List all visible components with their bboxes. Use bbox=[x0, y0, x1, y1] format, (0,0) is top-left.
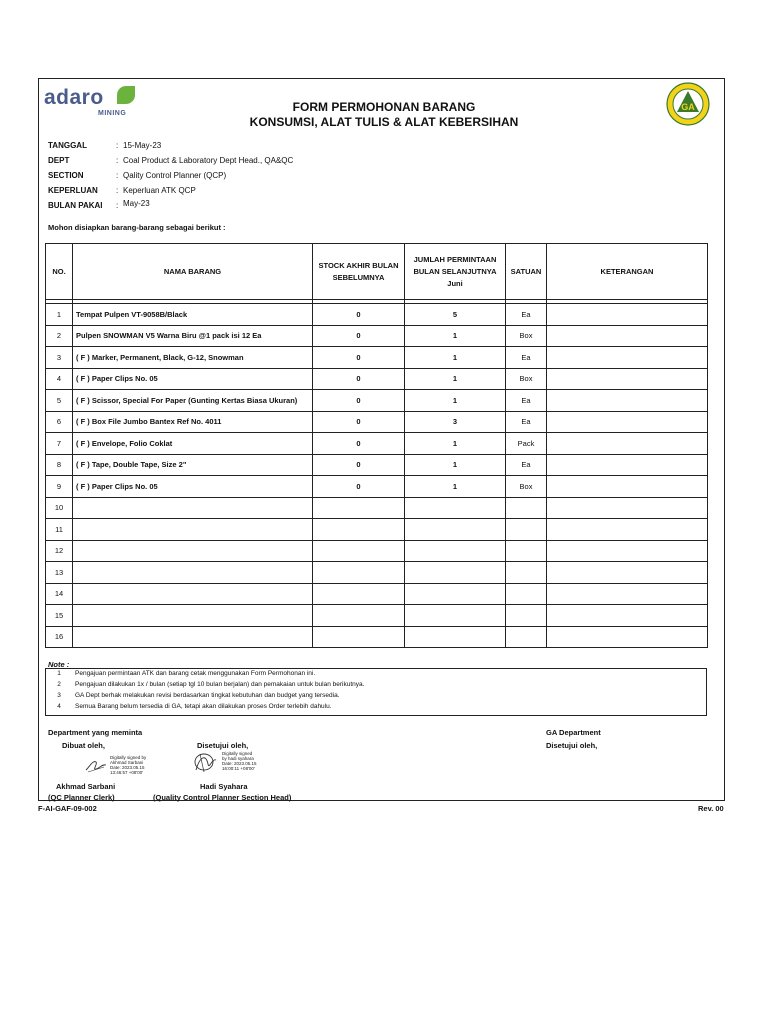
cell-keterangan bbox=[547, 411, 708, 433]
note-number: 1 bbox=[57, 670, 61, 677]
table-row bbox=[46, 626, 708, 648]
cell-keterangan bbox=[547, 390, 708, 412]
signature-akhmad-sarbani bbox=[84, 754, 108, 776]
stamp-2-line: by hadi syahara bbox=[222, 756, 254, 761]
note-number: 3 bbox=[57, 692, 61, 699]
table-row bbox=[46, 562, 708, 584]
cell-nama-barang bbox=[73, 605, 313, 627]
cell-stock: 0 bbox=[313, 347, 405, 369]
cell-jumlah: 3 bbox=[405, 411, 506, 433]
cell-nama-barang: ( F ) Paper Clips No. 05 bbox=[73, 476, 313, 498]
cell-stock bbox=[313, 626, 405, 648]
cell-stock: 0 bbox=[313, 433, 405, 455]
cell-stock: 0 bbox=[313, 368, 405, 390]
cell-jumlah bbox=[405, 519, 506, 541]
table-row bbox=[46, 325, 708, 347]
cell-nama-barang: ( F ) Envelope, Folio Coklat bbox=[73, 433, 313, 455]
field-value-keperluan: Keperluan ATK QCP bbox=[123, 186, 196, 195]
cell-no: 9 bbox=[46, 476, 73, 498]
cell-nama-barang: Pulpen SNOWMAN V5 Warna Biru @1 pack isi 12 Ea bbox=[73, 325, 313, 347]
signer-2-role: (Quality Control Planner Section Head) bbox=[153, 793, 292, 802]
form-revision: Rev. 00 bbox=[698, 804, 724, 813]
cell-jumlah bbox=[405, 605, 506, 627]
cell-jumlah bbox=[405, 540, 506, 562]
cell-jumlah: 1 bbox=[405, 368, 506, 390]
header-no: NO. bbox=[46, 244, 73, 300]
note-row bbox=[45, 668, 707, 679]
header-stock-line1: STOCK AKHIR BULAN bbox=[318, 260, 399, 270]
cell-stock bbox=[313, 605, 405, 627]
cell-keterangan bbox=[547, 583, 708, 605]
note-number: 2 bbox=[57, 681, 61, 688]
cell-no: 1 bbox=[46, 304, 73, 326]
stamp-1-line: Digitally signed by bbox=[110, 755, 147, 760]
stamp-2-line: Digitally signed bbox=[222, 751, 253, 756]
cell-nama-barang bbox=[73, 540, 313, 562]
cell-keterangan bbox=[547, 519, 708, 541]
header-stock-line2: SEBELUMNYA bbox=[332, 272, 385, 282]
cell-satuan bbox=[506, 583, 547, 605]
notes-table bbox=[45, 668, 707, 712]
cell-no: 14 bbox=[46, 583, 73, 605]
field-value-dept: Coal Product & Laboratory Dept Head., QA&QC bbox=[123, 156, 294, 165]
items-table bbox=[45, 243, 708, 648]
cell-nama-barang: ( F ) Tape, Double Tape, Size 2" bbox=[73, 454, 313, 476]
cell-satuan bbox=[506, 605, 547, 627]
cell-satuan: Ea bbox=[506, 411, 547, 433]
adaro-wordmark: adaro bbox=[44, 86, 104, 109]
cell-stock: 0 bbox=[313, 325, 405, 347]
cell-no: 12 bbox=[46, 540, 73, 562]
field-value-bulan-pakai: May-23 bbox=[123, 199, 150, 208]
cell-stock: 0 bbox=[313, 304, 405, 326]
table-row bbox=[46, 454, 708, 476]
signer-1-name: Akhmad Sarbani bbox=[56, 782, 116, 791]
table-row bbox=[46, 433, 708, 455]
cell-no: 8 bbox=[46, 454, 73, 476]
table-row bbox=[46, 605, 708, 627]
cell-no: 11 bbox=[46, 519, 73, 541]
cell-keterangan bbox=[547, 540, 708, 562]
stamp-1-line: Akhmad Sarbani bbox=[110, 760, 144, 765]
table-row bbox=[46, 583, 708, 605]
cell-nama-barang: ( F ) Marker, Permanent, Black, G-12, Snowman bbox=[73, 347, 313, 369]
cell-jumlah: 1 bbox=[405, 476, 506, 498]
cell-keterangan bbox=[547, 626, 708, 648]
note-text: GA Dept berhak melakukan revisi berdasarkan tingkat kebutuhan dan budget yang tersedia. bbox=[75, 692, 340, 699]
header-satuan: SATUAN bbox=[506, 244, 547, 300]
cell-stock: 0 bbox=[313, 390, 405, 412]
cell-stock: 0 bbox=[313, 476, 405, 498]
cell-keterangan bbox=[547, 562, 708, 584]
cell-nama-barang bbox=[73, 626, 313, 648]
digital-stamp-1 bbox=[110, 755, 146, 775]
field-label-bulan-pakai: BULAN PAKAI bbox=[48, 201, 103, 210]
cell-jumlah bbox=[405, 626, 506, 648]
cell-stock bbox=[313, 583, 405, 605]
cell-no: 13 bbox=[46, 562, 73, 584]
dibuat-oleh-label: Dibuat oleh, bbox=[62, 741, 105, 750]
table-row bbox=[46, 519, 708, 541]
cell-satuan: Ea bbox=[506, 390, 547, 412]
note-row bbox=[45, 679, 707, 690]
field-colon: : bbox=[116, 171, 119, 180]
header-nama-barang: NAMA BARANG bbox=[73, 244, 313, 300]
table-row bbox=[46, 497, 708, 519]
table-row bbox=[46, 390, 708, 412]
dept-meminta-label: Department yang meminta bbox=[48, 728, 143, 737]
cell-satuan: Pack bbox=[506, 433, 547, 455]
cell-nama-barang bbox=[73, 497, 313, 519]
field-colon: : bbox=[116, 141, 119, 150]
form-title-line1: FORM PERMOHONAN BARANG bbox=[292, 100, 476, 114]
cell-no: 7 bbox=[46, 433, 73, 455]
cell-no: 16 bbox=[46, 626, 73, 648]
cell-stock bbox=[313, 497, 405, 519]
cell-nama-barang bbox=[73, 562, 313, 584]
note-number: 4 bbox=[57, 703, 61, 710]
field-label-keperluan: KEPERLUAN bbox=[48, 186, 98, 195]
stamp-2-line: Date: 2023.05.15 bbox=[222, 761, 257, 766]
field-label-dept: DEPT bbox=[48, 156, 70, 165]
cell-no: 4 bbox=[46, 368, 73, 390]
cell-no: 10 bbox=[46, 497, 73, 519]
cell-jumlah: 1 bbox=[405, 433, 506, 455]
cell-jumlah bbox=[405, 497, 506, 519]
form-code: F-AI-GAF-09-002 bbox=[38, 804, 97, 813]
field-colon: : bbox=[116, 186, 119, 195]
stamp-1-line: Date: 2023.05.15 bbox=[110, 765, 145, 770]
cell-satuan bbox=[506, 562, 547, 584]
header-keterangan: KETERANGAN bbox=[547, 244, 708, 300]
cell-jumlah: 1 bbox=[405, 325, 506, 347]
table-row bbox=[46, 347, 708, 369]
cell-stock bbox=[313, 540, 405, 562]
note-row bbox=[45, 690, 707, 701]
cell-no: 2 bbox=[46, 325, 73, 347]
cell-no: 15 bbox=[46, 605, 73, 627]
cell-nama-barang bbox=[73, 583, 313, 605]
header-jumlah bbox=[405, 244, 506, 300]
table-row bbox=[46, 476, 708, 498]
cell-keterangan bbox=[547, 497, 708, 519]
cell-jumlah: 1 bbox=[405, 390, 506, 412]
cell-nama-barang: Tempat Pulpen VT-9058B/Black bbox=[73, 304, 313, 326]
cell-stock: 0 bbox=[313, 411, 405, 433]
signature-hadi-syahara bbox=[190, 750, 220, 776]
cell-satuan: Box bbox=[506, 476, 547, 498]
cell-jumlah: 1 bbox=[405, 454, 506, 476]
signer-1-role: (QC Planner Clerk) bbox=[48, 793, 115, 802]
field-label-tanggal: TANGGAL bbox=[48, 141, 87, 150]
signer-2-name: Hadi Syahara bbox=[200, 782, 248, 791]
stamp-1-line: 13:46:57 +08'00' bbox=[110, 770, 144, 775]
cell-no: 3 bbox=[46, 347, 73, 369]
stamp-2-line: 16:00:11 +08'00' bbox=[222, 766, 255, 771]
cell-satuan: Ea bbox=[506, 347, 547, 369]
digital-stamp-2 bbox=[222, 751, 257, 771]
cell-keterangan bbox=[547, 454, 708, 476]
ga-department-label: GA Department bbox=[546, 728, 601, 737]
cell-jumlah bbox=[405, 562, 506, 584]
cell-satuan: Box bbox=[506, 368, 547, 390]
note-text: Semua Barang belum tersedia di GA, tetapi akan dilakukan proses Order terlebih dahulu. bbox=[75, 703, 332, 710]
disetujui-oleh-label: Disetujui oleh, bbox=[197, 741, 249, 750]
cell-keterangan bbox=[547, 347, 708, 369]
cell-satuan bbox=[506, 626, 547, 648]
header-jumlah-line1: JUMLAH PERMINTAAN bbox=[413, 254, 497, 264]
cell-nama-barang: ( F ) Scissor, Special For Paper (Gunting Kertas Biasa Ukuran) bbox=[73, 390, 313, 412]
header-stock bbox=[313, 244, 405, 300]
cell-satuan: Ea bbox=[506, 304, 547, 326]
header-jumlah-line2: BULAN SELANJUTNYA Juni bbox=[413, 266, 497, 288]
field-value-section: Qality Control Planner (QCP) bbox=[123, 171, 227, 180]
note-row bbox=[45, 701, 707, 712]
field-value-tanggal: 15-May-23 bbox=[123, 141, 162, 150]
cell-keterangan bbox=[547, 605, 708, 627]
cell-keterangan bbox=[547, 433, 708, 455]
note-text: Pengajuan permintaan ATK dan barang cetak menggunakan Form Permohonan ini. bbox=[75, 670, 316, 677]
cell-stock bbox=[313, 519, 405, 541]
cell-satuan bbox=[506, 497, 547, 519]
table-row bbox=[46, 304, 708, 326]
field-colon: : bbox=[116, 156, 119, 165]
form-title-line2: KONSUMSI, ALAT TULIS & ALAT KEBERSIHAN bbox=[249, 115, 519, 129]
cell-no: 6 bbox=[46, 411, 73, 433]
cell-stock: 0 bbox=[313, 454, 405, 476]
adaro-mining-label: MINING bbox=[98, 110, 127, 117]
cell-satuan bbox=[506, 540, 547, 562]
cell-nama-barang: ( F ) Box File Jumbo Bantex Ref No. 4011 bbox=[73, 411, 313, 433]
cell-stock bbox=[313, 562, 405, 584]
cell-jumlah bbox=[405, 583, 506, 605]
field-colon: : bbox=[116, 201, 119, 210]
cell-jumlah: 1 bbox=[405, 347, 506, 369]
cell-keterangan bbox=[547, 325, 708, 347]
ga-disetujui-label: Disetujui oleh, bbox=[546, 741, 598, 750]
cell-keterangan bbox=[547, 304, 708, 326]
cell-jumlah: 5 bbox=[405, 304, 506, 326]
intro-text: Mohon disiapkan barang-barang sebagai berikut : bbox=[48, 223, 226, 232]
table-header-row bbox=[46, 244, 708, 300]
cell-no: 5 bbox=[46, 390, 73, 412]
cell-keterangan bbox=[547, 368, 708, 390]
table-row bbox=[46, 368, 708, 390]
field-label-section: SECTION bbox=[48, 171, 84, 180]
cell-keterangan bbox=[547, 476, 708, 498]
cell-satuan: Ea bbox=[506, 454, 547, 476]
svg-text:GA: GA bbox=[681, 102, 695, 112]
cell-nama-barang bbox=[73, 519, 313, 541]
cell-nama-barang: ( F ) Paper Clips No. 05 bbox=[73, 368, 313, 390]
table-row bbox=[46, 540, 708, 562]
note-text: Pengajuan dilakukan 1x / bulan (setiap tgl 10 bulan berjalan) dan pemakaian untuk bulan berikutnya. bbox=[75, 681, 365, 688]
cell-satuan: Box bbox=[506, 325, 547, 347]
table-row bbox=[46, 411, 708, 433]
note-title: Note : bbox=[48, 660, 70, 669]
cell-satuan bbox=[506, 519, 547, 541]
